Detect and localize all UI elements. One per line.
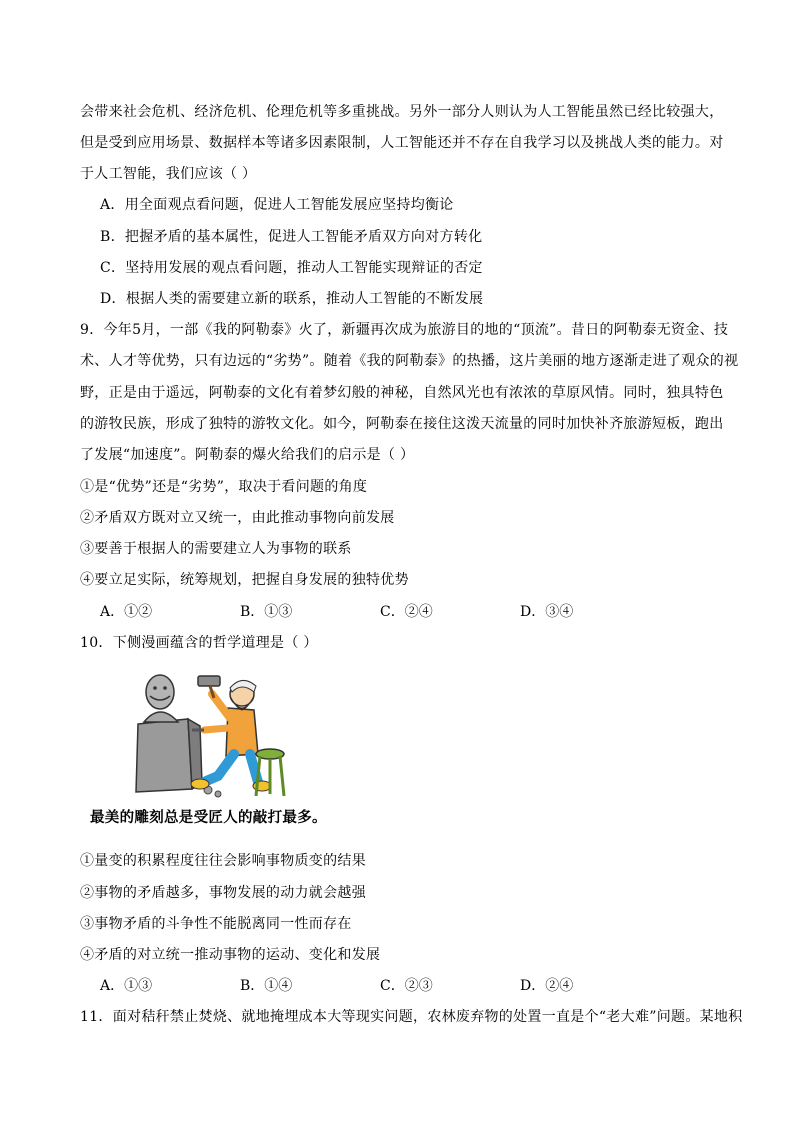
q9-stem-line-3: 野，正是由于遥远，阿勒泰的文化有着梦幻般的神秘，自然风光也有浓浓的草原风情。同时，独具特色 [80, 385, 724, 401]
q8-stem-line-2: 但是受到应用场景、数据样本等诸多因素限制，人工智能还并不存在自我学习以及挑战人类的能力。对 [80, 135, 724, 151]
q10-options [100, 976, 660, 996]
q9-statement-3: ③要善于根据人的需要建立人为事物的联系 [80, 541, 352, 557]
q11-stem-line-1: 11．面对秸秆禁止焚烧、就地掩埋成本大等现实问题，农林废弃物的处置一直是个“老大难”问题。某地积 [80, 1009, 743, 1025]
q10-stem: 10．下侧漫画蕴含的哲学道理是（ ） [80, 635, 318, 651]
q10-option-b: B．①④ [240, 978, 293, 994]
q10-cartoon-caption: 最美的雕刻总是受匠人的敲打最多。 [90, 809, 327, 826]
q10-statement-1: ①量变的积累程度往往会影响事物质变的结果 [80, 853, 366, 869]
q9-statement-2: ②矛盾双方既对立又统一，由此推动事物向前发展 [80, 510, 395, 526]
q9-stem-line-2: 术、人才等优势，只有边远的“劣势”。随着《我的阿勒泰》的热播，这片美丽的地方逐渐走进了观众的视 [80, 353, 739, 369]
q9-stem-line-5: 了发展“加速度”。阿勒泰的爆火给我们的启示是（ ） [80, 447, 415, 463]
q9-stem-line-1: 9．今年5月，一部《我的阿勒泰》火了，新疆再次成为旅游目的地的“顶流”。昔日的阿勒泰无资金、技 [80, 322, 729, 338]
q8-option-b: B．把握矛盾的基本属性，促进人工智能矛盾双方向对方转化 [100, 229, 483, 245]
q9-option-a: A．①② [100, 604, 153, 620]
q10-statement-4: ④矛盾的对立统一推动事物的运动、变化和发展 [80, 947, 381, 963]
q9-stem-line-4: 的游牧民族，形成了独特的游牧文化。如今，阿勒泰在接住这泼天流量的同时加快补齐旅游短板，跑出 [80, 416, 724, 432]
q9-statement-4: ④要立足实际，统筹规划，把握自身发展的独特优势 [80, 572, 409, 588]
q10-statement-2: ②事物的矛盾越多，事物发展的动力就会越强 [80, 885, 366, 901]
q8-option-d: D．根据人类的需要建立新的联系，推动人工智能的不断发展 [100, 291, 484, 307]
q10-option-d: D．②④ [520, 978, 574, 994]
q8-stem-line-1: 会带来社会危机、经济危机、伦理危机等多重挑战。另外一部分人则认为人工智能虽然已经比较强大， [80, 104, 724, 120]
q9-options [100, 602, 660, 622]
q8-option-a: A．用全面观点看问题，促进人工智能发展应坚持均衡论 [100, 197, 454, 213]
q9-option-b: B．①③ [240, 604, 293, 620]
q8-stem-line-3: 于人工智能，我们应该（ ） [80, 166, 257, 182]
q10-statement-3: ③事物矛盾的斗争性不能脱离同一性而存在 [80, 916, 352, 932]
q10-option-c: C．②③ [380, 978, 433, 994]
q9-statement-1: ①是“优势”还是“劣势”，取决于看问题的角度 [80, 479, 368, 495]
sculptor-cartoon-image [130, 664, 290, 804]
q8-option-c: C．坚持用发展的观点看问题，推动人工智能实现辩证的否定 [100, 260, 483, 276]
q10-option-a: A．①③ [100, 978, 153, 994]
q9-option-c: C．②④ [380, 604, 433, 620]
q9-option-d: D．③④ [520, 604, 574, 620]
